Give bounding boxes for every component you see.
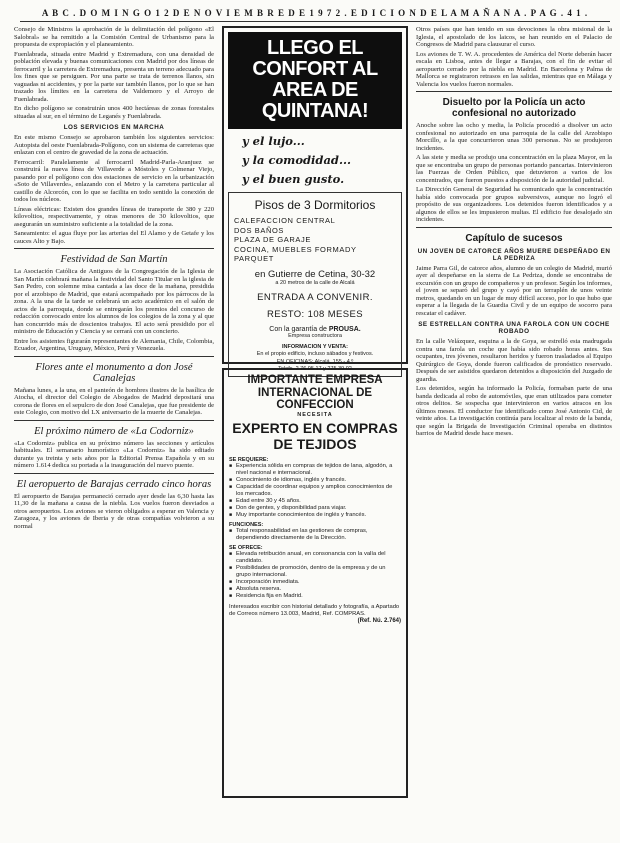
ad-info-title: INFORMACION Y VENTA: <box>281 344 348 350</box>
ad-tagline: y la comodidad... <box>242 153 351 167</box>
article-paragraph: Ferrocarril: Paralelamente al ferrocarril Madrid-Parla-Aranjuez se construirá la nueva línea de Villaverde a Móstoles y Colmenar Viejo, pasando por el polígono con dos estaciones de servicio en la urbanización «Soto de Villaverde», enlazando con el Metro y la carretera particular al castillo de Alcorcón, con lo que se facilita en todo sentido la conexión de todos los núcleos. <box>14 158 214 203</box>
job-ad <box>222 365 408 798</box>
job-ad-position: EXPERTO EN COMPRAS DE TEJIDOS <box>232 419 398 452</box>
headline-barajas: El aeropuerto de Barajas cerrado cinco horas <box>16 478 212 490</box>
right-column <box>416 26 612 837</box>
article-paragraph: Entre los asistentes figurarán representantes de Alemania, Chile, Colombia, Ecuador, Argentina, Uruguay, México, Perú y Venezuela. <box>14 337 214 352</box>
divider <box>14 473 214 474</box>
headline-canalejas: Flores ante el monumento a don José Canalejas <box>35 361 193 384</box>
left-column <box>14 26 214 837</box>
ad-entrance: ENTRADA A CONVENIR. <box>257 291 373 303</box>
ad-guarantee-text: Con la garantía de <box>269 325 327 333</box>
job-ad-label-functions: FUNCIONES: <box>229 521 264 528</box>
list-item: ■ Capacidad de coordinar equipos y amplios conocimientos de los mercados. <box>229 484 401 498</box>
article-paragraph: Otros países que han tenido en sus devociones la obra misional de la Iglesia, el apostolado de los laicos, se han reunido en el Palacio de Congresos de Madrid para clausurar el curso. <box>416 26 612 48</box>
ad-details-box <box>228 192 402 377</box>
headline-disuelto: Disuelto por la Policía un acto confesional no autorizado <box>442 97 586 119</box>
list-item: ■ Muy importante conocimientos de inglés y francés. <box>229 512 401 519</box>
job-ad-headline: IMPORTANTE EMPRESA INTERNACIONAL DE CONFECCION <box>247 374 383 411</box>
ad-guarantee <box>234 326 396 333</box>
ad-office: EN OFICINAS: Alcalá, 155 - 4.º <box>276 359 354 365</box>
requirements-list <box>229 463 401 519</box>
list-item: ■ Incorporación inmediata. <box>229 579 401 586</box>
ad-guarantee-brand: PROUSA. <box>328 325 361 333</box>
article-paragraph: Líneas eléctricas: Existen dos grandes líneas de transporte de 380 y 220 kilovoltios, respectivamente, y otras menores de 30 kilovoltios, que asegurarán un suministro suficiente a la totalidad de la zona. <box>14 205 214 228</box>
list-item: ■ Total responsabilidad en las gestiones de compras, dependiendo directamente de la Dirección. <box>229 528 401 542</box>
article-paragraph: Saneamiento: el agua fluye por las arterias del El Alamo y de Getafe y los cauces Alto y Bajo. <box>14 230 214 245</box>
ad-guarantee-note: Empresa constructora <box>288 332 342 339</box>
list-item: ■ Edad entre 30 y 45 años. <box>229 498 401 505</box>
article-paragraph: Los detenidos, según ha informado la Policía, formaban parte de una banda dedicada al robo de automóviles, que eran utilizados para cometer otros delitos. Se sospecha que intervinieron en varios atracos en los últimos meses. El conductor fue identificado como José Antonio Cid, de veinte años. La investigación continúa para localizar al resto de la banda, que según la Brigada de Investigación Criminal operaba en distintos barrios de Madrid desde hace meses. <box>416 385 612 437</box>
list-item: ■ Residencia fija en Madrid. <box>229 593 401 600</box>
subheading: LOS SERVICIOS EN MARCHA <box>63 124 165 131</box>
ad-feature: COCINA, MUEBLES FORMADY <box>234 244 357 254</box>
divider <box>14 420 214 421</box>
page-header: A B C . D O M I N G O 1 2 D E N O V I E M B R E D E 1 9 7 2 . E D I C I O N D E L A M A Ñ A N A . P A G . 4 1 . <box>20 8 610 22</box>
list-item: ■ Elevada retribución anual, en consonancia con la valía del candidato. <box>229 551 401 565</box>
article-paragraph: Mañana lunes, a la una, en el panteón de hombres ilustres de la basílica de Atocha, el director del Colegio de Abogados de Madrid depositará una corona de flores en el sepulcro de don José Canalejas, que fue presidente de este Colegio, con motivo del LX aniversario de la muerte de Canalejas. <box>14 386 214 416</box>
article-paragraph: El aeropuerto de Barajas permaneció cerrado ayer desde las 6,30 hasta las 11,30 de la mañana a causa de la niebla. Los vuelos fueron desviados a otros aeropuertos. Los aviones se vieron obligados a esperar en Valencia y Zaragoza, y los aviones de Iberia y de otras compañías volvieron a su normal <box>14 492 214 530</box>
article-paragraph: A las siete y media se produjo una concentración en la plaza Mayor, en la que se encontraba un grupo de personas portando pancartas. Intervinieron las Fuerzas de Orden Público, que detuvieron a varios de los concentrados, que fueron puestos a disposición de la autoridad judicial. <box>416 154 612 184</box>
article-paragraph: La Asociación Católica de Antiguos de la Congregación de la Iglesia de San Martín celebrará mañana la festividad del Santo Titular en la iglesia de San Pedro, con solemne misa cantada a las doce de la mañana, presidida por el arzobispo de Madrid, que estará acompañado por los párrocos de la zona. A la una de la tarde se celebrará un acto académico en el salón de actos de la parroquia, donde se entregarán los premios del concurso de redacción convocado entre los alumnos de los colegios de la zona y al que han concurrido más de doscientos trabajos. El acto será presidido por el ministro de Educación y Ciencia y se cerrará con un concierto. <box>14 268 214 335</box>
ad-tagline: y el lujo... <box>242 134 305 148</box>
headline-sucesos: Capítulo de sucesos <box>465 232 563 244</box>
list-item: ■ Experiencia sólida en compras de tejidos de lana, algodón, a nivel nacional e internacional. <box>229 463 401 477</box>
divider <box>416 91 612 92</box>
ad-title: Pisos de 3 Dormitorios <box>254 198 376 212</box>
real-estate-ad <box>222 26 408 372</box>
article-paragraph: En la calle Velázquez, esquina a la de Goya, se estrelló esta madrugada contra una farola un coche que había sido robado horas antes. Sus ocupantes, tres jóvenes, resultaron heridos y fueron trasladados al Equipo Quirúrgico de Goya, donde fueron calificados de pronóstico reservado. Después de ser asistidos quedaron detenidos a disposición del Juzgado de guardia. <box>416 338 612 383</box>
offer-list <box>229 551 401 600</box>
article-paragraph: La Dirección General de Seguridad ha comunicado que la concentración había sido convocada por grupos subversivos, aunque no logró el propósito de sus organizadores. Los detenidos fueron identificados y a algunos de ellos se les impusieron multas. El edificio fue desalojado sin incidentes. <box>416 186 612 223</box>
ad-feature: PLAZA DE GARAJE <box>234 235 311 244</box>
ad-address-note: a 20 metros de la calle de Alcalá <box>275 279 355 286</box>
ad-rest: RESTO: 108 MESES <box>267 308 363 320</box>
ad-feature: CALEFACCION CENTRAL <box>234 216 336 225</box>
ad-feature: PARQUET <box>234 254 274 263</box>
ad-info-line: En el propio edificio, incluso sábados y festivos. <box>256 350 374 357</box>
job-ad-needs: NECESITA <box>297 411 333 418</box>
ad-address: en Gutierre de Cetina, 30-32 <box>254 268 376 280</box>
article-paragraph: Los aviones de T. W. A. procedentes de América del Norte deberán hacer escala en Lisboa, antes de llegar a Barajas, con el fin de evitar el aeropuerto cerrado por la niebla en Madrid. En Barcelona y Palma de Mallorca se registraron retrasos en las salidas, mientras que en Málaga y Valencia los vuelos fueron normales. <box>416 50 612 88</box>
job-ad-ref: (Ref. Nú. 2.764) <box>357 617 401 624</box>
ad-phones: Telefs. 2 76 05 17 y 275 39 02 <box>278 365 352 372</box>
ad-feature: DOS BAÑOS <box>234 225 284 235</box>
job-ad-label-requirements: SE REQUIERE: <box>229 456 269 463</box>
middle-column <box>222 26 408 837</box>
article-paragraph: Jaime Parra Gil, de catorce años, alumno de un colegio de Madrid, murió ayer al despeñarse en la sierra de La Pedriza, donde se encontraba de excursión con un grupo de compañeros y un profesor. Según los informes, el joven se separó del grupo y cayó por un terraplén de unos veinte metros, quedando en un lugar de muy difícil acceso, por lo que hubo que esperar a la llegada de la Guardia Civil y de un equipo de socorro para rescatar el cadáver. <box>416 264 612 317</box>
ad-headline: LLEGO EL CONFORT AL AREA DE QUINTANA! <box>228 32 402 129</box>
subheading-joven: UN JOVEN DE CATORCE AÑOS MUERE DESPEÑADO EN LA PEDRIZA <box>417 247 611 262</box>
article-paragraph: Consejo de Ministros la aprobación de la delimitación del polígono «El Salobral» se ha remitido a la Comisión Central de Urbanismo para la propuesta de expropiación y el planeamiento. <box>14 26 214 48</box>
article-paragraph: En este mismo Consejo se aprobaron también los siguientes servicios: Autopista del oeste Fuenlabrada-Polígono, con un sistema de carreteras que enlazan con el centro de gravedad de la zona de actuación. <box>14 134 214 156</box>
list-item: ■ Conocimiento de idiomas, inglés y francés. <box>229 477 401 484</box>
list-item: ■ Posibilidades de promoción, dentro de la empresa y de un grupo internacional. <box>229 565 401 579</box>
headline-san-martin: Festividad de San Martín <box>60 254 168 265</box>
article-paragraph: «La Codorniz» publica en su próximo número las secciones y artículos habituales. El semanario humorístico «La Codorniz» ha sido editado durante ya treinta y seis años por la Editorial Prensa Española y en su número 1.614 dedica su portada a la inauguración del nuevo puente. <box>14 439 214 469</box>
ad-tagline: y el buen gusto. <box>242 172 345 186</box>
list-item: ■ Absoluta reserva. <box>229 586 401 593</box>
list-item: ■ Don de gentes, y disponibilidad para viajar. <box>229 505 401 512</box>
article-paragraph: En dicho polígono se construirán unos 400 hectáreas de zonas forestales situadas al sur, en el término de Leganés y Fuenlabrada. <box>14 105 214 120</box>
job-ad-footer: Interesados escribir con historial detallado y fotografía, a Apartado de Correos número 13.003, Madrid, Ref. COMPRAS. <box>229 603 400 617</box>
article-paragraph: Anoche sobre las ocho y media, la Policía procedió a disolver un acto confesional no autorizado en una parroquia de la calle del Arzobispo Morcillo, a la que concurrieron unas 300 personas. No se produjeron incidentes. <box>416 122 612 152</box>
divider <box>416 227 612 228</box>
job-ad-label-offer: SE OFRECE: <box>229 544 263 551</box>
article-paragraph: Fuenlabrada, situada entre Madrid y Extremadura, con una densidad de población elevada y buenas comunicaciones con Madrid por dos líneas de ferrocarril y la carretera de Extremadura, presenta un terreno adecuado para los fines que se persiguen. Por una parte se trata de terrenos llanos, sin vaguadas ni accidentes, y por la parte sur también llanos, por lo que se han trazado los límites en la carretera de Valdemoro y el Arroyo de Fuenlabrada. <box>14 50 214 103</box>
subheading-farola: SE ESTRELLAN CONTRA UNA FAROLA CON UN COCHE ROBADO <box>418 321 610 335</box>
functions-list <box>229 528 401 542</box>
headline-codorniz: El próximo número de «La Codorniz» <box>34 425 194 437</box>
divider <box>14 248 214 249</box>
divider <box>14 356 214 357</box>
